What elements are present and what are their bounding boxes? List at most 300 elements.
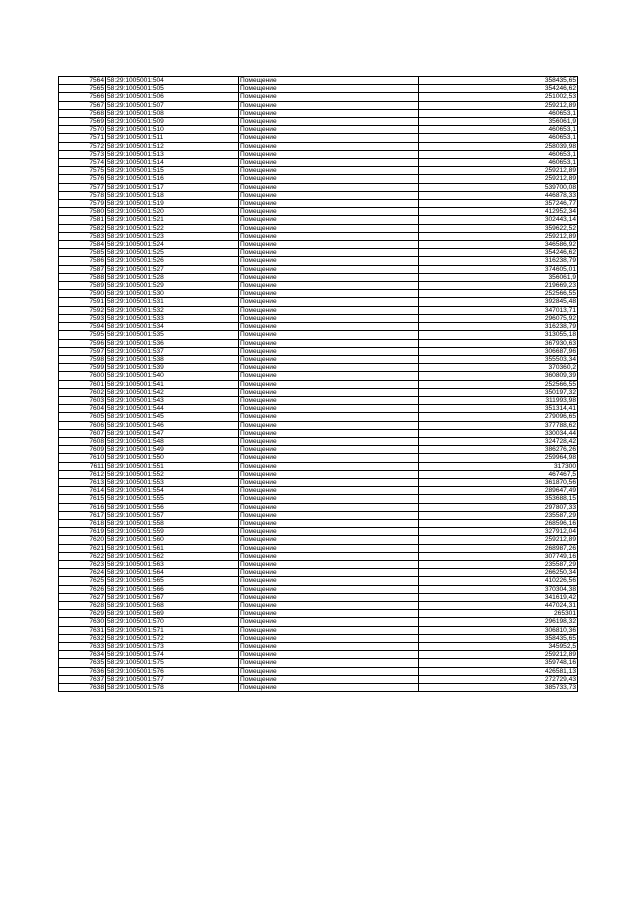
object-type-cell: Помещение (239, 142, 419, 150)
row-number-cell: 7593 (59, 314, 106, 322)
table-row (59, 429, 578, 437)
table-row (59, 544, 578, 552)
cadastral-number-cell: 58:29:1005001:513 (106, 150, 239, 158)
row-number-cell: 7637 (59, 675, 106, 683)
cadastral-value-cell: 316238,79 (419, 323, 578, 331)
object-type-cell: Помещение (239, 602, 419, 610)
table-row (59, 511, 578, 519)
row-number-cell: 7628 (59, 602, 106, 610)
cadastral-number-cell: 58:29:1005001:532 (106, 306, 239, 314)
table-row (59, 101, 578, 109)
table-row (59, 659, 578, 667)
table-row (59, 191, 578, 199)
object-type-cell: Помещение (239, 651, 419, 659)
cadastral-number-cell: 58:29:1005001:551 (106, 462, 239, 470)
object-type-cell: Помещение (239, 355, 419, 363)
row-number-cell: 7571 (59, 134, 106, 142)
object-type-cell: Помещение (239, 183, 419, 191)
object-type-cell: Помещение (239, 593, 419, 601)
cadastral-number-cell: 58:29:1005001:559 (106, 528, 239, 536)
cadastral-number-cell: 58:29:1005001:523 (106, 232, 239, 240)
table-row (59, 536, 578, 544)
row-number-cell: 7604 (59, 405, 106, 413)
table-row (59, 684, 578, 692)
table-row (59, 437, 578, 445)
object-type-cell: Помещение (239, 273, 419, 281)
row-number-cell: 7631 (59, 626, 106, 634)
cadastral-number-cell: 58:29:1005001:575 (106, 659, 239, 667)
object-type-cell: Помещение (239, 396, 419, 404)
cadastral-value-cell: 353688,15 (419, 495, 578, 503)
cadastral-value-cell: 259212,89 (419, 101, 578, 109)
row-number-cell: 7583 (59, 232, 106, 240)
cadastral-number-cell: 58:29:1005001:572 (106, 634, 239, 642)
cadastral-number-cell: 58:29:1005001:563 (106, 560, 239, 568)
object-type-cell: Помещение (239, 544, 419, 552)
row-number-cell: 7605 (59, 413, 106, 421)
cadastral-value-cell: 539700,08 (419, 183, 578, 191)
object-type-cell: Помещение (239, 405, 419, 413)
table-row (59, 232, 578, 240)
cadastral-value-cell: 460653,1 (419, 159, 578, 167)
object-type-cell: Помещение (239, 429, 419, 437)
object-type-cell: Помещение (239, 659, 419, 667)
table-row (59, 85, 578, 93)
cadastral-number-cell: 58:29:1005001:530 (106, 290, 239, 298)
object-type-cell: Помещение (239, 118, 419, 126)
cadastral-value-cell: 361870,56 (419, 478, 578, 486)
cadastral-table-body (59, 77, 578, 692)
cadastral-number-cell: 58:29:1005001:514 (106, 159, 239, 167)
row-number-cell: 7638 (59, 684, 106, 692)
cadastral-number-cell: 58:29:1005001:546 (106, 421, 239, 429)
row-number-cell: 7586 (59, 257, 106, 265)
row-number-cell: 7572 (59, 142, 106, 150)
table-row (59, 413, 578, 421)
row-number-cell: 7573 (59, 150, 106, 158)
object-type-cell: Помещение (239, 257, 419, 265)
object-type-cell: Помещение (239, 675, 419, 683)
object-type-cell: Помещение (239, 577, 419, 585)
object-type-cell: Помещение (239, 159, 419, 167)
cadastral-number-cell: 58:29:1005001:533 (106, 314, 239, 322)
row-number-cell: 7617 (59, 511, 106, 519)
row-number-cell: 7565 (59, 85, 106, 93)
object-type-cell: Помещение (239, 175, 419, 183)
cadastral-number-cell: 58:29:1005001:521 (106, 216, 239, 224)
row-number-cell: 7618 (59, 519, 106, 527)
object-type-cell: Помещение (239, 232, 419, 240)
cadastral-value-cell: 252566,55 (419, 380, 578, 388)
row-number-cell: 7590 (59, 290, 106, 298)
cadastral-number-cell: 58:29:1005001:544 (106, 405, 239, 413)
row-number-cell: 7635 (59, 659, 106, 667)
cadastral-number-cell: 58:29:1005001:567 (106, 593, 239, 601)
row-number-cell: 7634 (59, 651, 106, 659)
object-type-cell: Помещение (239, 208, 419, 216)
table-row (59, 643, 578, 651)
cadastral-value-cell: 235587,29 (419, 511, 578, 519)
cadastral-number-cell: 58:29:1005001:510 (106, 126, 239, 134)
cadastral-value-cell: 259964,98 (419, 454, 578, 462)
table-row (59, 323, 578, 331)
cadastral-number-cell: 58:29:1005001:519 (106, 200, 239, 208)
row-number-cell: 7569 (59, 118, 106, 126)
row-number-cell: 7575 (59, 167, 106, 175)
cadastral-number-cell: 58:29:1005001:556 (106, 503, 239, 511)
table-row (59, 602, 578, 610)
object-type-cell: Помещение (239, 380, 419, 388)
table-row (59, 675, 578, 683)
table-row (59, 634, 578, 642)
cadastral-number-cell: 58:29:1005001:569 (106, 610, 239, 618)
cadastral-value-cell: 251002,53 (419, 93, 578, 101)
table-row (59, 667, 578, 675)
object-type-cell: Помещение (239, 93, 419, 101)
object-type-cell: Помещение (239, 224, 419, 232)
table-row (59, 470, 578, 478)
row-number-cell: 7585 (59, 249, 106, 257)
cadastral-value-cell: 347013,71 (419, 306, 578, 314)
row-number-cell: 7574 (59, 159, 106, 167)
table-row (59, 249, 578, 257)
table-row (59, 314, 578, 322)
cadastral-value-cell: 370360,2 (419, 364, 578, 372)
cadastral-number-cell: 58:29:1005001:518 (106, 191, 239, 199)
cadastral-number-cell: 58:29:1005001:525 (106, 249, 239, 257)
cadastral-value-cell: 350197,32 (419, 388, 578, 396)
row-number-cell: 7613 (59, 478, 106, 486)
row-number-cell: 7626 (59, 585, 106, 593)
object-type-cell: Помещение (239, 339, 419, 347)
cadastral-value-cell: 341619,42 (419, 593, 578, 601)
object-type-cell: Помещение (239, 446, 419, 454)
object-type-cell: Помещение (239, 290, 419, 298)
cadastral-value-cell: 306687,96 (419, 347, 578, 355)
cadastral-value-cell: 307749,16 (419, 552, 578, 560)
row-number-cell: 7607 (59, 429, 106, 437)
cadastral-number-cell: 58:29:1005001:558 (106, 519, 239, 527)
table-row (59, 142, 578, 150)
cadastral-value-cell: 306810,36 (419, 626, 578, 634)
object-type-cell: Помещение (239, 167, 419, 175)
cadastral-value-cell: 259212,89 (419, 536, 578, 544)
row-number-cell: 7603 (59, 396, 106, 404)
table-row (59, 339, 578, 347)
cadastral-number-cell: 58:29:1005001:541 (106, 380, 239, 388)
cadastral-number-cell: 58:29:1005001:512 (106, 142, 239, 150)
row-number-cell: 7582 (59, 224, 106, 232)
table-row (59, 364, 578, 372)
table-row (59, 118, 578, 126)
cadastral-value-cell: 410226,56 (419, 577, 578, 585)
row-number-cell: 7597 (59, 347, 106, 355)
row-number-cell: 7633 (59, 643, 106, 651)
cadastral-number-cell: 58:29:1005001:538 (106, 355, 239, 363)
cadastral-value-cell: 311993,98 (419, 396, 578, 404)
cadastral-number-cell: 58:29:1005001:536 (106, 339, 239, 347)
row-number-cell: 7611 (59, 462, 106, 470)
cadastral-value-cell: 296075,92 (419, 314, 578, 322)
table-row (59, 134, 578, 142)
object-type-cell: Помещение (239, 388, 419, 396)
table-row (59, 478, 578, 486)
cadastral-number-cell: 58:29:1005001:531 (106, 298, 239, 306)
object-type-cell: Помещение (239, 470, 419, 478)
cadastral-number-cell: 58:29:1005001:515 (106, 167, 239, 175)
cadastral-number-cell: 58:29:1005001:560 (106, 536, 239, 544)
object-type-cell: Помещение (239, 77, 419, 85)
table-row (59, 282, 578, 290)
row-number-cell: 7595 (59, 331, 106, 339)
row-number-cell: 7612 (59, 470, 106, 478)
object-type-cell: Помещение (239, 610, 419, 618)
table-row (59, 208, 578, 216)
cadastral-value-cell: 302443,14 (419, 216, 578, 224)
object-type-cell: Помещение (239, 241, 419, 249)
row-number-cell: 7622 (59, 552, 106, 560)
cadastral-value-cell: 259212,89 (419, 232, 578, 240)
cadastral-value-cell: 351314,41 (419, 405, 578, 413)
cadastral-value-cell: 386276,26 (419, 446, 578, 454)
row-number-cell: 7600 (59, 372, 106, 380)
cadastral-value-cell: 467467,5 (419, 470, 578, 478)
cadastral-number-cell: 58:29:1005001:527 (106, 265, 239, 273)
cadastral-value-cell: 358435,65 (419, 77, 578, 85)
cadastral-number-cell: 58:29:1005001:562 (106, 552, 239, 560)
cadastral-number-cell: 58:29:1005001:549 (106, 446, 239, 454)
cadastral-number-cell: 58:29:1005001:576 (106, 667, 239, 675)
object-type-cell: Помещение (239, 331, 419, 339)
row-number-cell: 7629 (59, 610, 106, 618)
cadastral-value-cell: 317300 (419, 462, 578, 470)
row-number-cell: 7566 (59, 93, 106, 101)
row-number-cell: 7610 (59, 454, 106, 462)
cadastral-number-cell: 58:29:1005001:564 (106, 569, 239, 577)
cadastral-number-cell: 58:29:1005001:542 (106, 388, 239, 396)
cadastral-value-cell: 392845,48 (419, 298, 578, 306)
table-row (59, 454, 578, 462)
table-row (59, 569, 578, 577)
cadastral-number-cell: 58:29:1005001:517 (106, 183, 239, 191)
table-row (59, 306, 578, 314)
cadastral-number-cell: 58:29:1005001:561 (106, 544, 239, 552)
row-number-cell: 7598 (59, 355, 106, 363)
table-row (59, 298, 578, 306)
object-type-cell: Помещение (239, 216, 419, 224)
object-type-cell: Помещение (239, 85, 419, 93)
cadastral-number-cell: 58:29:1005001:524 (106, 241, 239, 249)
object-type-cell: Помещение (239, 134, 419, 142)
cadastral-number-cell: 58:29:1005001:571 (106, 626, 239, 634)
row-number-cell: 7619 (59, 528, 106, 536)
row-number-cell: 7620 (59, 536, 106, 544)
table-row (59, 167, 578, 175)
cadastral-value-cell: 324728,42 (419, 437, 578, 445)
object-type-cell: Помещение (239, 421, 419, 429)
table-row (59, 77, 578, 85)
row-number-cell: 7588 (59, 273, 106, 281)
table-row (59, 331, 578, 339)
row-number-cell: 7602 (59, 388, 106, 396)
row-number-cell: 7632 (59, 634, 106, 642)
object-type-cell: Помещение (239, 323, 419, 331)
cadastral-number-cell: 58:29:1005001:504 (106, 77, 239, 85)
cadastral-number-cell: 58:29:1005001:574 (106, 651, 239, 659)
table-row (59, 405, 578, 413)
object-type-cell: Помещение (239, 626, 419, 634)
object-type-cell: Помещение (239, 200, 419, 208)
table-row (59, 257, 578, 265)
cadastral-value-cell: 235587,29 (419, 560, 578, 568)
row-number-cell: 7592 (59, 306, 106, 314)
cadastral-table (58, 76, 578, 692)
table-row (59, 183, 578, 191)
cadastral-value-cell: 313055,18 (419, 331, 578, 339)
cadastral-number-cell: 58:29:1005001:529 (106, 282, 239, 290)
row-number-cell: 7579 (59, 200, 106, 208)
cadastral-number-cell: 58:29:1005001:545 (106, 413, 239, 421)
cadastral-value-cell: 374605,01 (419, 265, 578, 273)
row-number-cell: 7627 (59, 593, 106, 601)
row-number-cell: 7608 (59, 437, 106, 445)
row-number-cell: 7576 (59, 175, 106, 183)
table-row (59, 446, 578, 454)
object-type-cell: Помещение (239, 364, 419, 372)
object-type-cell: Помещение (239, 560, 419, 568)
cadastral-number-cell: 58:29:1005001:506 (106, 93, 239, 101)
cadastral-value-cell: 259212,89 (419, 167, 578, 175)
cadastral-value-cell: 354246,62 (419, 85, 578, 93)
cadastral-number-cell: 58:29:1005001:509 (106, 118, 239, 126)
table-row (59, 651, 578, 659)
cadastral-value-cell: 412952,34 (419, 208, 578, 216)
cadastral-value-cell: 426581,13 (419, 667, 578, 675)
cadastral-value-cell: 358435,65 (419, 634, 578, 642)
object-type-cell: Помещение (239, 495, 419, 503)
cadastral-value-cell: 359748,16 (419, 659, 578, 667)
cadastral-value-cell: 268987,26 (419, 544, 578, 552)
object-type-cell: Помещение (239, 101, 419, 109)
object-type-cell: Помещение (239, 511, 419, 519)
row-number-cell: 7615 (59, 495, 106, 503)
object-type-cell: Помещение (239, 569, 419, 577)
object-type-cell: Помещение (239, 265, 419, 273)
table-row (59, 593, 578, 601)
cadastral-value-cell: 356061,9 (419, 273, 578, 281)
cadastral-value-cell: 345952,5 (419, 643, 578, 651)
cadastral-value-cell: 259212,89 (419, 651, 578, 659)
cadastral-number-cell: 58:29:1005001:554 (106, 487, 239, 495)
cadastral-value-cell: 259212,89 (419, 175, 578, 183)
cadastral-value-cell: 272729,43 (419, 675, 578, 683)
cadastral-value-cell: 370304,38 (419, 585, 578, 593)
object-type-cell: Помещение (239, 684, 419, 692)
cadastral-value-cell: 266250,34 (419, 569, 578, 577)
row-number-cell: 7623 (59, 560, 106, 568)
table-row (59, 200, 578, 208)
cadastral-value-cell: 359622,52 (419, 224, 578, 232)
row-number-cell: 7589 (59, 282, 106, 290)
cadastral-number-cell: 58:29:1005001:552 (106, 470, 239, 478)
cadastral-number-cell: 58:29:1005001:534 (106, 323, 239, 331)
cadastral-number-cell: 58:29:1005001:573 (106, 643, 239, 651)
table-row (59, 421, 578, 429)
cadastral-value-cell: 258039,98 (419, 142, 578, 150)
cadastral-value-cell: 367930,63 (419, 339, 578, 347)
object-type-cell: Помещение (239, 454, 419, 462)
object-type-cell: Помещение (239, 536, 419, 544)
object-type-cell: Помещение (239, 667, 419, 675)
row-number-cell: 7601 (59, 380, 106, 388)
cadastral-value-cell: 219669,23 (419, 282, 578, 290)
object-type-cell: Помещение (239, 585, 419, 593)
object-type-cell: Помещение (239, 643, 419, 651)
cadastral-number-cell: 58:29:1005001:557 (106, 511, 239, 519)
cadastral-value-cell: 289647,49 (419, 487, 578, 495)
cadastral-value-cell: 346586,92 (419, 241, 578, 249)
table-row (59, 224, 578, 232)
cadastral-value-cell: 357246,77 (419, 200, 578, 208)
row-number-cell: 7624 (59, 569, 106, 577)
cadastral-number-cell: 58:29:1005001:508 (106, 109, 239, 117)
object-type-cell: Помещение (239, 462, 419, 470)
row-number-cell: 7564 (59, 77, 106, 85)
row-number-cell: 7609 (59, 446, 106, 454)
table-row (59, 610, 578, 618)
cadastral-number-cell: 58:29:1005001:511 (106, 134, 239, 142)
object-type-cell: Помещение (239, 552, 419, 560)
cadastral-number-cell: 58:29:1005001:565 (106, 577, 239, 585)
row-number-cell: 7584 (59, 241, 106, 249)
row-number-cell: 7630 (59, 618, 106, 626)
object-type-cell: Помещение (239, 618, 419, 626)
cadastral-value-cell: 296198,32 (419, 618, 578, 626)
cadastral-number-cell: 58:29:1005001:522 (106, 224, 239, 232)
object-type-cell: Помещение (239, 413, 419, 421)
cadastral-value-cell: 446878,33 (419, 191, 578, 199)
object-type-cell: Помещение (239, 347, 419, 355)
cadastral-value-cell: 460653,1 (419, 150, 578, 158)
table-row (59, 618, 578, 626)
table-row (59, 380, 578, 388)
cadastral-number-cell: 58:29:1005001:547 (106, 429, 239, 437)
cadastral-number-cell: 58:29:1005001:520 (106, 208, 239, 216)
cadastral-value-cell: 330034,44 (419, 429, 578, 437)
table-row (59, 626, 578, 634)
cadastral-value-cell: 279096,65 (419, 413, 578, 421)
cadastral-number-cell: 58:29:1005001:553 (106, 478, 239, 486)
row-number-cell: 7606 (59, 421, 106, 429)
table-row (59, 585, 578, 593)
table-row (59, 150, 578, 158)
cadastral-value-cell: 460653,1 (419, 134, 578, 142)
row-number-cell: 7587 (59, 265, 106, 273)
object-type-cell: Помещение (239, 109, 419, 117)
cadastral-value-cell: 385733,73 (419, 684, 578, 692)
object-type-cell: Помещение (239, 298, 419, 306)
cadastral-value-cell: 265301 (419, 610, 578, 618)
row-number-cell: 7636 (59, 667, 106, 675)
table-row (59, 109, 578, 117)
row-number-cell: 7614 (59, 487, 106, 495)
table-row (59, 273, 578, 281)
cadastral-number-cell: 58:29:1005001:568 (106, 602, 239, 610)
object-type-cell: Помещение (239, 306, 419, 314)
table-row (59, 577, 578, 585)
object-type-cell: Помещение (239, 519, 419, 527)
table-row (59, 396, 578, 404)
